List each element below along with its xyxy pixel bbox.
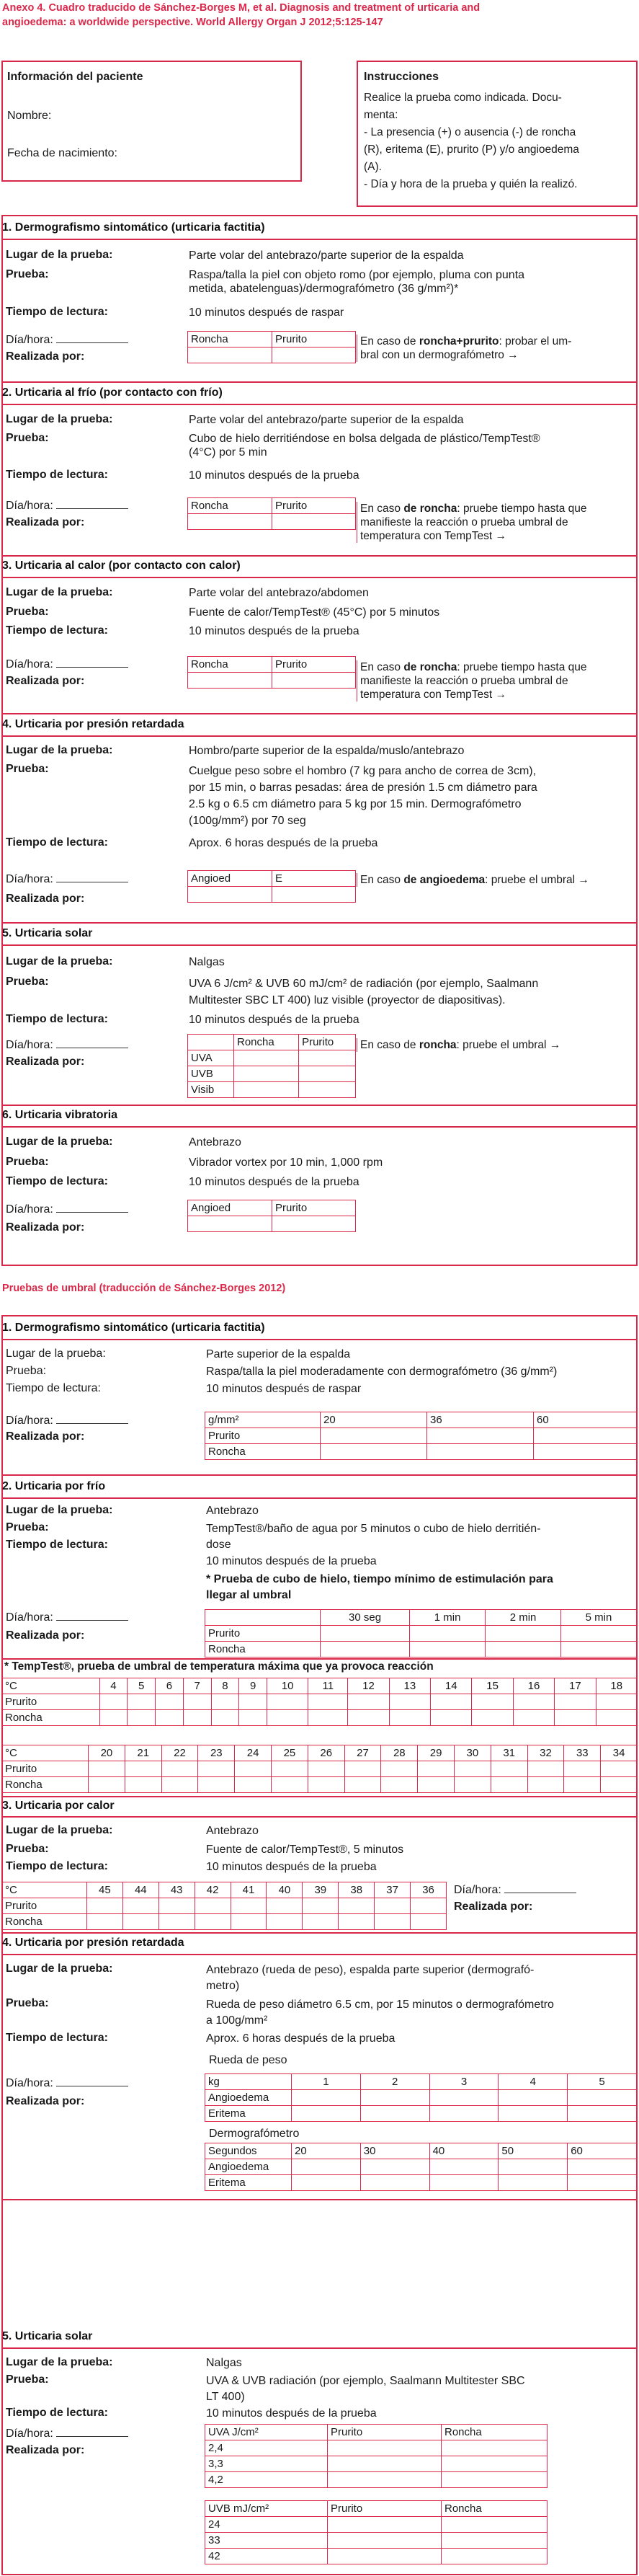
u3-prueba: Fuente de calor/TempTest®, 5 minutos (206, 1844, 404, 1856)
u1-tiempo-label: Tiempo de lectura: (6, 1382, 101, 1394)
result-cell[interactable] (161, 1761, 198, 1777)
s5-tiempo-label: Tiempo de lectura: (6, 1013, 108, 1025)
s6-tiempo: 10 minutos después de la prueba (189, 1176, 359, 1188)
temp-cell: 27 (344, 1745, 381, 1761)
result-cell[interactable] (431, 1694, 472, 1710)
result-cell[interactable] (128, 1710, 156, 1726)
s5-diahora-label: Día/hora: (6, 1038, 128, 1052)
result-cell[interactable] (211, 1710, 239, 1726)
result-cell[interactable] (491, 1761, 527, 1777)
result-cell[interactable] (381, 1761, 418, 1777)
s4-title: 4. Urticaria por presión retardada (2, 718, 184, 730)
annex-title-line2: angioedema: a worldwide perspective. World Allergy Organ J 2012;5:125-147 (2, 17, 383, 28)
temp-cell: °C (2, 1745, 89, 1761)
s1-title: 1. Dermografismo sintomático (urticaria factitia) (2, 221, 265, 234)
u4-seg-table: Segundos 20 30 40 50 60 Angioedema Eritema (205, 2143, 637, 2191)
u5-tiempo: 10 minutos después de la prueba (206, 2407, 377, 2420)
s3-tiempo-label: Tiempo de lectura: (6, 624, 108, 637)
result-cell[interactable] (303, 1898, 339, 1914)
s6-prueba-label: Prueba: (6, 1156, 49, 1168)
u4-prueba-label: Prueba: (6, 1997, 49, 2009)
u1-lugar-label: Lugar de la prueba: (6, 1347, 106, 1360)
result-cell[interactable] (122, 1898, 158, 1914)
u3-diahora-label: Día/hora: (454, 1883, 576, 1897)
s2-prueba-label: Prueba: (6, 432, 49, 444)
s2-prueba: Cubo de hielo derritiéndose en bolsa delgada de plástico/TempTest® (4°C) por 5 min (189, 433, 540, 459)
s4-e-cell[interactable] (272, 887, 356, 903)
temp-cell: 45 (86, 1882, 122, 1898)
result-cell[interactable] (389, 1694, 430, 1710)
temp-cell: 15 (472, 1678, 513, 1694)
result-cell[interactable] (308, 1761, 344, 1777)
result-cell[interactable] (211, 1694, 239, 1710)
u4-rueda-label: Rueda de peso (209, 2054, 287, 2066)
result-cell[interactable] (267, 1710, 308, 1726)
u2-prueba-label: Prueba: (6, 1521, 49, 1533)
result-cell[interactable] (381, 1777, 418, 1793)
result-cell[interactable] (235, 1777, 272, 1793)
u2-lugar: Antebrazo (206, 1505, 259, 1517)
u2-temp-table-1: °C 4 5 6 7 8 9 10 11 12 13 14 15 16 17 18 Prurito Roncha (1, 1678, 638, 1726)
temp-cell: 33 (564, 1745, 601, 1761)
u1-tiempo: 10 minutos después de raspar (206, 1383, 362, 1395)
u5-lugar-label: Lugar de la prueba: (6, 2356, 113, 2368)
s5-prueba-label: Prueba: (6, 975, 49, 988)
s3-result-table: Roncha Prurito (187, 656, 356, 689)
u1-prueba-label: Prueba: (6, 1365, 47, 1377)
u5-title: 5. Urticaria solar (2, 2330, 93, 2342)
temp-cell: 17 (555, 1678, 596, 1694)
s6-lugar-label: Lugar de la prueba: (6, 1136, 113, 1148)
s4-diahora-label: Día/hora: (6, 872, 128, 886)
s5-note: En caso de roncha: pruebe el umbral → (357, 1038, 560, 1052)
temp-cell: 39 (303, 1882, 339, 1898)
u1-realizada-label: Realizada por: (6, 1430, 85, 1443)
s2-realizada-label: Realizada por: (6, 516, 85, 528)
temp-cell: 12 (348, 1678, 389, 1694)
result-cell[interactable] (596, 1694, 637, 1710)
result-cell[interactable] (418, 1761, 455, 1777)
instructions-text: Realice la prueba como indicada. Docu- menta: - La presencia (+) o ausencia (-) de roncha (R), eritema (E), prurito (P) y/o angioedema (A). - Día y hora de la prueba y quién la realizó. (364, 92, 579, 190)
u5-realizada-label: Realizada por: (6, 2444, 85, 2456)
temp-cell: 42 (195, 1882, 231, 1898)
s5-lugar-label: Lugar de la prueba: (6, 955, 113, 968)
s1-prurito-cell[interactable] (272, 348, 356, 363)
temp-cell: 10 (267, 1678, 308, 1694)
temp-cell: 20 (89, 1745, 125, 1761)
s3-title: 3. Urticaria al calor (por contacto con calor) (2, 559, 241, 572)
u2-tiempo: 10 minutos después de la prueba (206, 1555, 377, 1567)
s3-lugar: Parte volar del antebrazo/abdomen (189, 587, 369, 599)
temp-cell: 30 (455, 1745, 491, 1761)
temp-cell: 18 (596, 1678, 637, 1694)
s3-prueba: Fuente de calor/TempTest® (45°C) por 5 minutos (189, 606, 440, 619)
temp-cell: 36 (411, 1882, 447, 1898)
temp-cell: 4 (99, 1678, 128, 1694)
s4-tiempo-label: Tiempo de lectura: (6, 836, 108, 849)
u4-title: 4. Urticaria por presión retardada (2, 1937, 184, 1949)
result-cell[interactable] (308, 1710, 348, 1726)
result-cell[interactable] (125, 1761, 161, 1777)
s3-roncha-cell[interactable] (188, 673, 272, 689)
u2-prueba: TempTest®/baño de agua por 5 minutos o cubo de hielo derritién- dose (206, 1523, 541, 1551)
result-cell[interactable] (389, 1710, 430, 1726)
result-cell[interactable] (183, 1710, 211, 1726)
s1-diahora-label: Día/hora: (6, 333, 128, 347)
u2-time-table: 30 seg 1 min 2 min 5 min Prurito Roncha (205, 1609, 637, 1657)
result-cell[interactable] (411, 1898, 447, 1914)
u2-temptest-title: * TempTest®, prueba de umbral de temperatura máxima que ya provoca reacción (4, 1660, 434, 1673)
result-cell[interactable] (513, 1710, 554, 1726)
annex-title-line1: Anexo 4. Cuadro traducido de Sánchez-Borges M, et al. Diagnosis and treatment of urticaria and (2, 2, 481, 14)
temp-cell: 37 (375, 1882, 411, 1898)
s5-realizada-label: Realizada por: (6, 1055, 85, 1068)
s2-result-table: Roncha Prurito (187, 497, 356, 530)
u5-tiempo-label: Tiempo de lectura: (6, 2407, 108, 2419)
s1-roncha-cell[interactable] (188, 348, 272, 363)
u4-kg-table: kg 1 2 3 4 5 Angioedema Eritema (205, 2073, 637, 2122)
result-cell[interactable] (231, 1898, 267, 1914)
s6-diahora-label: Día/hora: (6, 1203, 128, 1216)
temp-cell: 11 (308, 1678, 348, 1694)
result-cell[interactable] (195, 1898, 231, 1914)
result-cell[interactable] (303, 1914, 339, 1930)
result-cell[interactable] (411, 1914, 447, 1930)
s4-result-table: Angioed E (187, 870, 356, 903)
result-cell[interactable] (231, 1914, 267, 1930)
result-cell[interactable] (99, 1694, 128, 1710)
s2-tiempo: 10 minutos después de la prueba (189, 469, 359, 482)
result-cell[interactable] (431, 1710, 472, 1726)
s5-visib-roncha[interactable] (234, 1082, 299, 1098)
u5-prueba-label: Prueba: (6, 2373, 49, 2386)
instructions-title: Instrucciones (364, 71, 439, 83)
result-cell[interactable] (239, 1694, 267, 1710)
result-cell[interactable] (86, 1898, 122, 1914)
s5-visib-prurito[interactable] (299, 1082, 356, 1098)
result-cell[interactable] (472, 1710, 513, 1726)
s5-tiempo: 10 minutos después de la prueba (189, 1014, 359, 1026)
s4-angioed-cell[interactable] (188, 887, 272, 903)
temp-cell: 16 (513, 1678, 554, 1694)
u4-dermo-label: Dermografómetro (209, 2128, 300, 2140)
u1-lugar: Parte superior de la espalda (206, 1348, 351, 1360)
u5-prueba: UVA & UVB radiación (por ejemplo, Saalmann Multitester SBC LT 400) (206, 2375, 525, 2403)
s3-lugar-label: Lugar de la prueba: (6, 586, 113, 598)
temp-cell: 40 (267, 1882, 303, 1898)
u2-star-note: * Prueba de cubo de hielo, tiempo mínimo de estimulación para llegar al umbral (206, 1573, 553, 1601)
s2-title: 2. Urticaria al frío (por contacto con frío) (2, 386, 223, 399)
temp-cell: 14 (431, 1678, 472, 1694)
result-cell[interactable] (491, 1777, 527, 1793)
patient-info-box (1, 61, 302, 182)
result-cell[interactable] (527, 1761, 564, 1777)
result-cell[interactable] (308, 1694, 348, 1710)
s1-tiempo-label: Tiempo de lectura: (6, 306, 108, 318)
s5-result-table: Roncha Prurito UVA UVB Visib (187, 1034, 356, 1098)
s3-note: En caso de roncha: pruebe tiempo hasta que manifieste la reacción o prueba umbral de temperatura con TempTest → (357, 660, 587, 701)
s6-tiempo-label: Tiempo de lectura: (6, 1175, 108, 1187)
result-cell[interactable] (339, 1914, 375, 1930)
u3-temp-table: °C 45 44 43 42 41 40 39 38 37 36 Prurito Roncha (1, 1882, 447, 1930)
u3-title: 3. Urticaria por calor (2, 1800, 115, 1812)
result-cell[interactable] (158, 1898, 195, 1914)
result-cell[interactable] (239, 1710, 267, 1726)
result-cell[interactable] (89, 1777, 125, 1793)
u4-lugar: Antebrazo (rueda de peso), espalda parte superior (dermografó- metro) (206, 1964, 535, 1992)
birthdate-label: Fecha de nacimiento: (7, 147, 117, 159)
s2-tiempo-label: Tiempo de lectura: (6, 469, 108, 481)
patient-info-title: Información del paciente (7, 71, 143, 83)
s1-lugar: Parte volar del antebrazo/parte superior de la espalda (189, 249, 464, 262)
u3-tiempo-label: Tiempo de lectura: (6, 1860, 108, 1872)
s4-lugar: Hombro/parte superior de la espalda/muslo/antebrazo (189, 745, 465, 757)
threshold-tests-title: Pruebas de umbral (traducción de Sánchez-Borges 2012) (2, 1283, 286, 1294)
u3-lugar-label: Lugar de la prueba: (6, 1824, 113, 1836)
temp-cell: 13 (389, 1678, 430, 1694)
s6-lugar: Antebrazo (189, 1136, 241, 1148)
result-cell[interactable] (596, 1710, 637, 1726)
result-cell[interactable] (348, 1694, 389, 1710)
s3-realizada-label: Realizada por: (6, 675, 85, 687)
s2-lugar-label: Lugar de la prueba: (6, 413, 113, 425)
temp-cell: 24 (235, 1745, 272, 1761)
result-cell[interactable] (601, 1777, 638, 1793)
u4-prueba: Rueda de peso diámetro 6.5 cm, por 15 minutos o dermografómetro a 100g/mm² (206, 1999, 554, 2027)
result-cell[interactable] (86, 1914, 122, 1930)
s5-uva-roncha[interactable] (234, 1050, 299, 1066)
temp-cell: 34 (601, 1745, 638, 1761)
s6-angioed-cell[interactable] (188, 1216, 272, 1232)
s2-diahora-label: Día/hora: (6, 499, 128, 513)
result-cell[interactable] (455, 1777, 491, 1793)
s4-realizada-label: Realizada por: (6, 893, 85, 905)
s5-uvb-roncha[interactable] (234, 1066, 299, 1082)
s3-tiempo: 10 minutos después de la prueba (189, 625, 359, 637)
temp-cell: 28 (381, 1745, 418, 1761)
result-cell[interactable] (375, 1898, 411, 1914)
u2-tiempo-label: Tiempo de lectura: (6, 1539, 108, 1551)
result-cell[interactable] (267, 1694, 308, 1710)
temp-cell: °C (2, 1678, 100, 1694)
result-cell[interactable] (339, 1898, 375, 1914)
u1-prueba: Raspa/talla la piel moderadamente con dermografómetro (36 g/mm²) (206, 1366, 558, 1378)
s1-lugar-label: Lugar de la prueba: (6, 249, 113, 261)
result-cell[interactable] (158, 1914, 195, 1930)
temp-cell: 43 (158, 1882, 195, 1898)
name-label: Nombre: (7, 110, 52, 122)
s4-tiempo: Aprox. 6 horas después de la prueba (189, 837, 378, 849)
result-cell[interactable] (272, 1777, 308, 1793)
s5-title: 5. Urticaria solar (2, 927, 93, 939)
u4-tiempo-label: Tiempo de lectura: (6, 2032, 108, 2044)
u2-title: 2. Urticaria por frío (2, 1480, 106, 1492)
result-cell[interactable] (472, 1694, 513, 1710)
s5-uvb-prurito[interactable] (299, 1066, 356, 1082)
instructions-box (357, 61, 638, 207)
result-cell[interactable] (99, 1710, 128, 1726)
temp-cell: °C (2, 1882, 87, 1898)
result-cell[interactable] (564, 1761, 601, 1777)
u5-uva-table: UVA J/cm² Prurito Roncha 2,4 3,3 4,2 (205, 2424, 548, 2488)
result-cell[interactable] (455, 1761, 491, 1777)
result-cell[interactable] (564, 1777, 601, 1793)
u4-diahora-label: Día/hora: (6, 2076, 128, 2090)
u4-tiempo: Aprox. 6 horas después de la prueba (206, 2032, 396, 2045)
temp-cell: 26 (308, 1745, 344, 1761)
u1-diahora-label: Día/hora: (6, 1414, 128, 1428)
u1-table: g/mm² 20 36 60 Prurito Roncha (205, 1412, 637, 1460)
u3-prueba-label: Prueba: (6, 1843, 49, 1855)
s1-result-table: Roncha Prurito (187, 331, 356, 363)
s1-prueba: Raspa/talla la piel con objeto romo (por ejemplo, pluma con punta metida, abatelenguas)/dermografómetro (36 g/mm²)* (189, 269, 525, 295)
result-cell[interactable] (348, 1710, 389, 1726)
s6-result-table: Angioed Prurito (187, 1200, 356, 1232)
result-cell[interactable] (156, 1694, 184, 1710)
temp-cell: 29 (418, 1745, 455, 1761)
temp-cell: 9 (239, 1678, 267, 1694)
u5-uvb-table: UVB mJ/cm² Prurito Roncha 24 33 42 (205, 2500, 548, 2564)
u3-realizada-label: Realizada por: (454, 1900, 533, 1913)
s3-diahora-label: Día/hora: (6, 658, 128, 671)
result-cell[interactable] (375, 1914, 411, 1930)
result-cell[interactable] (527, 1777, 564, 1793)
u4-lugar-label: Lugar de la prueba: (6, 1962, 113, 1975)
s6-title: 6. Urticaria vibratoria (2, 1109, 118, 1121)
s2-roncha-cell[interactable] (188, 514, 272, 530)
s5-uva-prurito[interactable] (299, 1050, 356, 1066)
u2-realizada-label: Realizada por: (6, 1629, 85, 1642)
result-cell[interactable] (344, 1761, 381, 1777)
result-cell[interactable] (513, 1694, 554, 1710)
result-cell[interactable] (555, 1710, 596, 1726)
result-cell[interactable] (128, 1694, 156, 1710)
result-cell[interactable] (198, 1761, 235, 1777)
result-cell[interactable] (308, 1777, 344, 1793)
s5-lugar: Nalgas (189, 956, 225, 968)
result-cell[interactable] (267, 1914, 303, 1930)
s1-note: En caso de roncha+prurito: probar el um- bral con un dermografómetro → (357, 335, 571, 362)
result-cell[interactable] (195, 1914, 231, 1930)
temp-cell: 31 (491, 1745, 527, 1761)
s2-lugar: Parte volar del antebrazo/parte superior de la espalda (189, 414, 464, 426)
s4-prueba: Cuelgue peso sobre el hombro (7 kg para ancho de correa de 3cm), por 15 min, o barras pesadas: área de presión 1.5 cm diámetro para 2.5 kg o 6.5 cm diámetro para 5 kg por 15 min. Dermografómetro (100g/mm²) por 70 seg (189, 765, 537, 827)
u1-title: 1. Dermografismo sintomático (urticaria factitia) (2, 1322, 265, 1334)
temp-cell: 5 (128, 1678, 156, 1694)
temp-cell: 32 (527, 1745, 564, 1761)
result-cell[interactable] (272, 1761, 308, 1777)
result-cell[interactable] (198, 1777, 235, 1793)
u2-temp-table-2: °C 20 21 22 23 24 25 26 27 28 29 30 31 32 33 34 Prurito Roncha (1, 1745, 638, 1793)
result-cell[interactable] (156, 1710, 184, 1726)
s6-prueba: Vibrador vortex por 10 min, 1,000 rpm (189, 1156, 383, 1169)
result-cell[interactable] (267, 1898, 303, 1914)
result-cell[interactable] (161, 1777, 198, 1793)
s3-prueba-label: Prueba: (6, 606, 49, 618)
result-cell[interactable] (418, 1777, 455, 1793)
s2-note: En caso de roncha: pruebe tiempo hasta que manifieste la reacción o prueba umbral de temperatura con TempTest → (357, 502, 587, 543)
temp-cell: 23 (198, 1745, 235, 1761)
result-cell[interactable] (235, 1761, 272, 1777)
s6-prurito-cell[interactable] (272, 1216, 356, 1232)
result-cell[interactable] (125, 1777, 161, 1793)
u2-lugar-label: Lugar de la prueba: (6, 1504, 113, 1516)
s1-prueba-label: Prueba: (6, 268, 49, 280)
temp-cell: 7 (183, 1678, 211, 1694)
u3-lugar: Antebrazo (206, 1825, 259, 1837)
s3-prurito-cell[interactable] (272, 673, 356, 689)
u3-tiempo: 10 minutos después de la prueba (206, 1861, 377, 1873)
result-cell[interactable] (344, 1777, 381, 1793)
s4-lugar-label: Lugar de la prueba: (6, 744, 113, 756)
s4-note: En caso de angioedema: pruebe el umbral → (357, 873, 589, 887)
temp-cell: 25 (272, 1745, 308, 1761)
temp-cell: 44 (122, 1882, 158, 1898)
temp-cell: 22 (161, 1745, 198, 1761)
temp-cell: 38 (339, 1882, 375, 1898)
result-cell[interactable] (183, 1694, 211, 1710)
s6-realizada-label: Realizada por: (6, 1221, 85, 1234)
s2-prurito-cell[interactable] (272, 514, 356, 530)
u5-lugar: Nalgas (206, 2357, 242, 2369)
s1-realizada-label: Realizada por: (6, 350, 85, 363)
u5-diahora-label: Día/hora: (6, 2427, 128, 2440)
temp-cell: 41 (231, 1882, 267, 1898)
u2-diahora-label: Día/hora: (6, 1611, 128, 1624)
result-cell[interactable] (122, 1914, 158, 1930)
temp-cell: 8 (211, 1678, 239, 1694)
u4-realizada-label: Realizada por: (6, 2095, 85, 2107)
s1-tiempo: 10 minutos después de raspar (189, 306, 344, 319)
s4-prueba-label: Prueba: (6, 763, 49, 775)
temp-cell: 6 (156, 1678, 184, 1694)
result-cell[interactable] (89, 1761, 125, 1777)
temp-cell: 21 (125, 1745, 161, 1761)
result-cell[interactable] (555, 1694, 596, 1710)
s5-prueba: UVA 6 J/cm² & UVB 60 mJ/cm² de radiación (por ejemplo, Saalmann Multitester SBC LT 400) luz visible (proyector de diapositivas). (189, 978, 539, 1006)
result-cell[interactable] (601, 1761, 638, 1777)
